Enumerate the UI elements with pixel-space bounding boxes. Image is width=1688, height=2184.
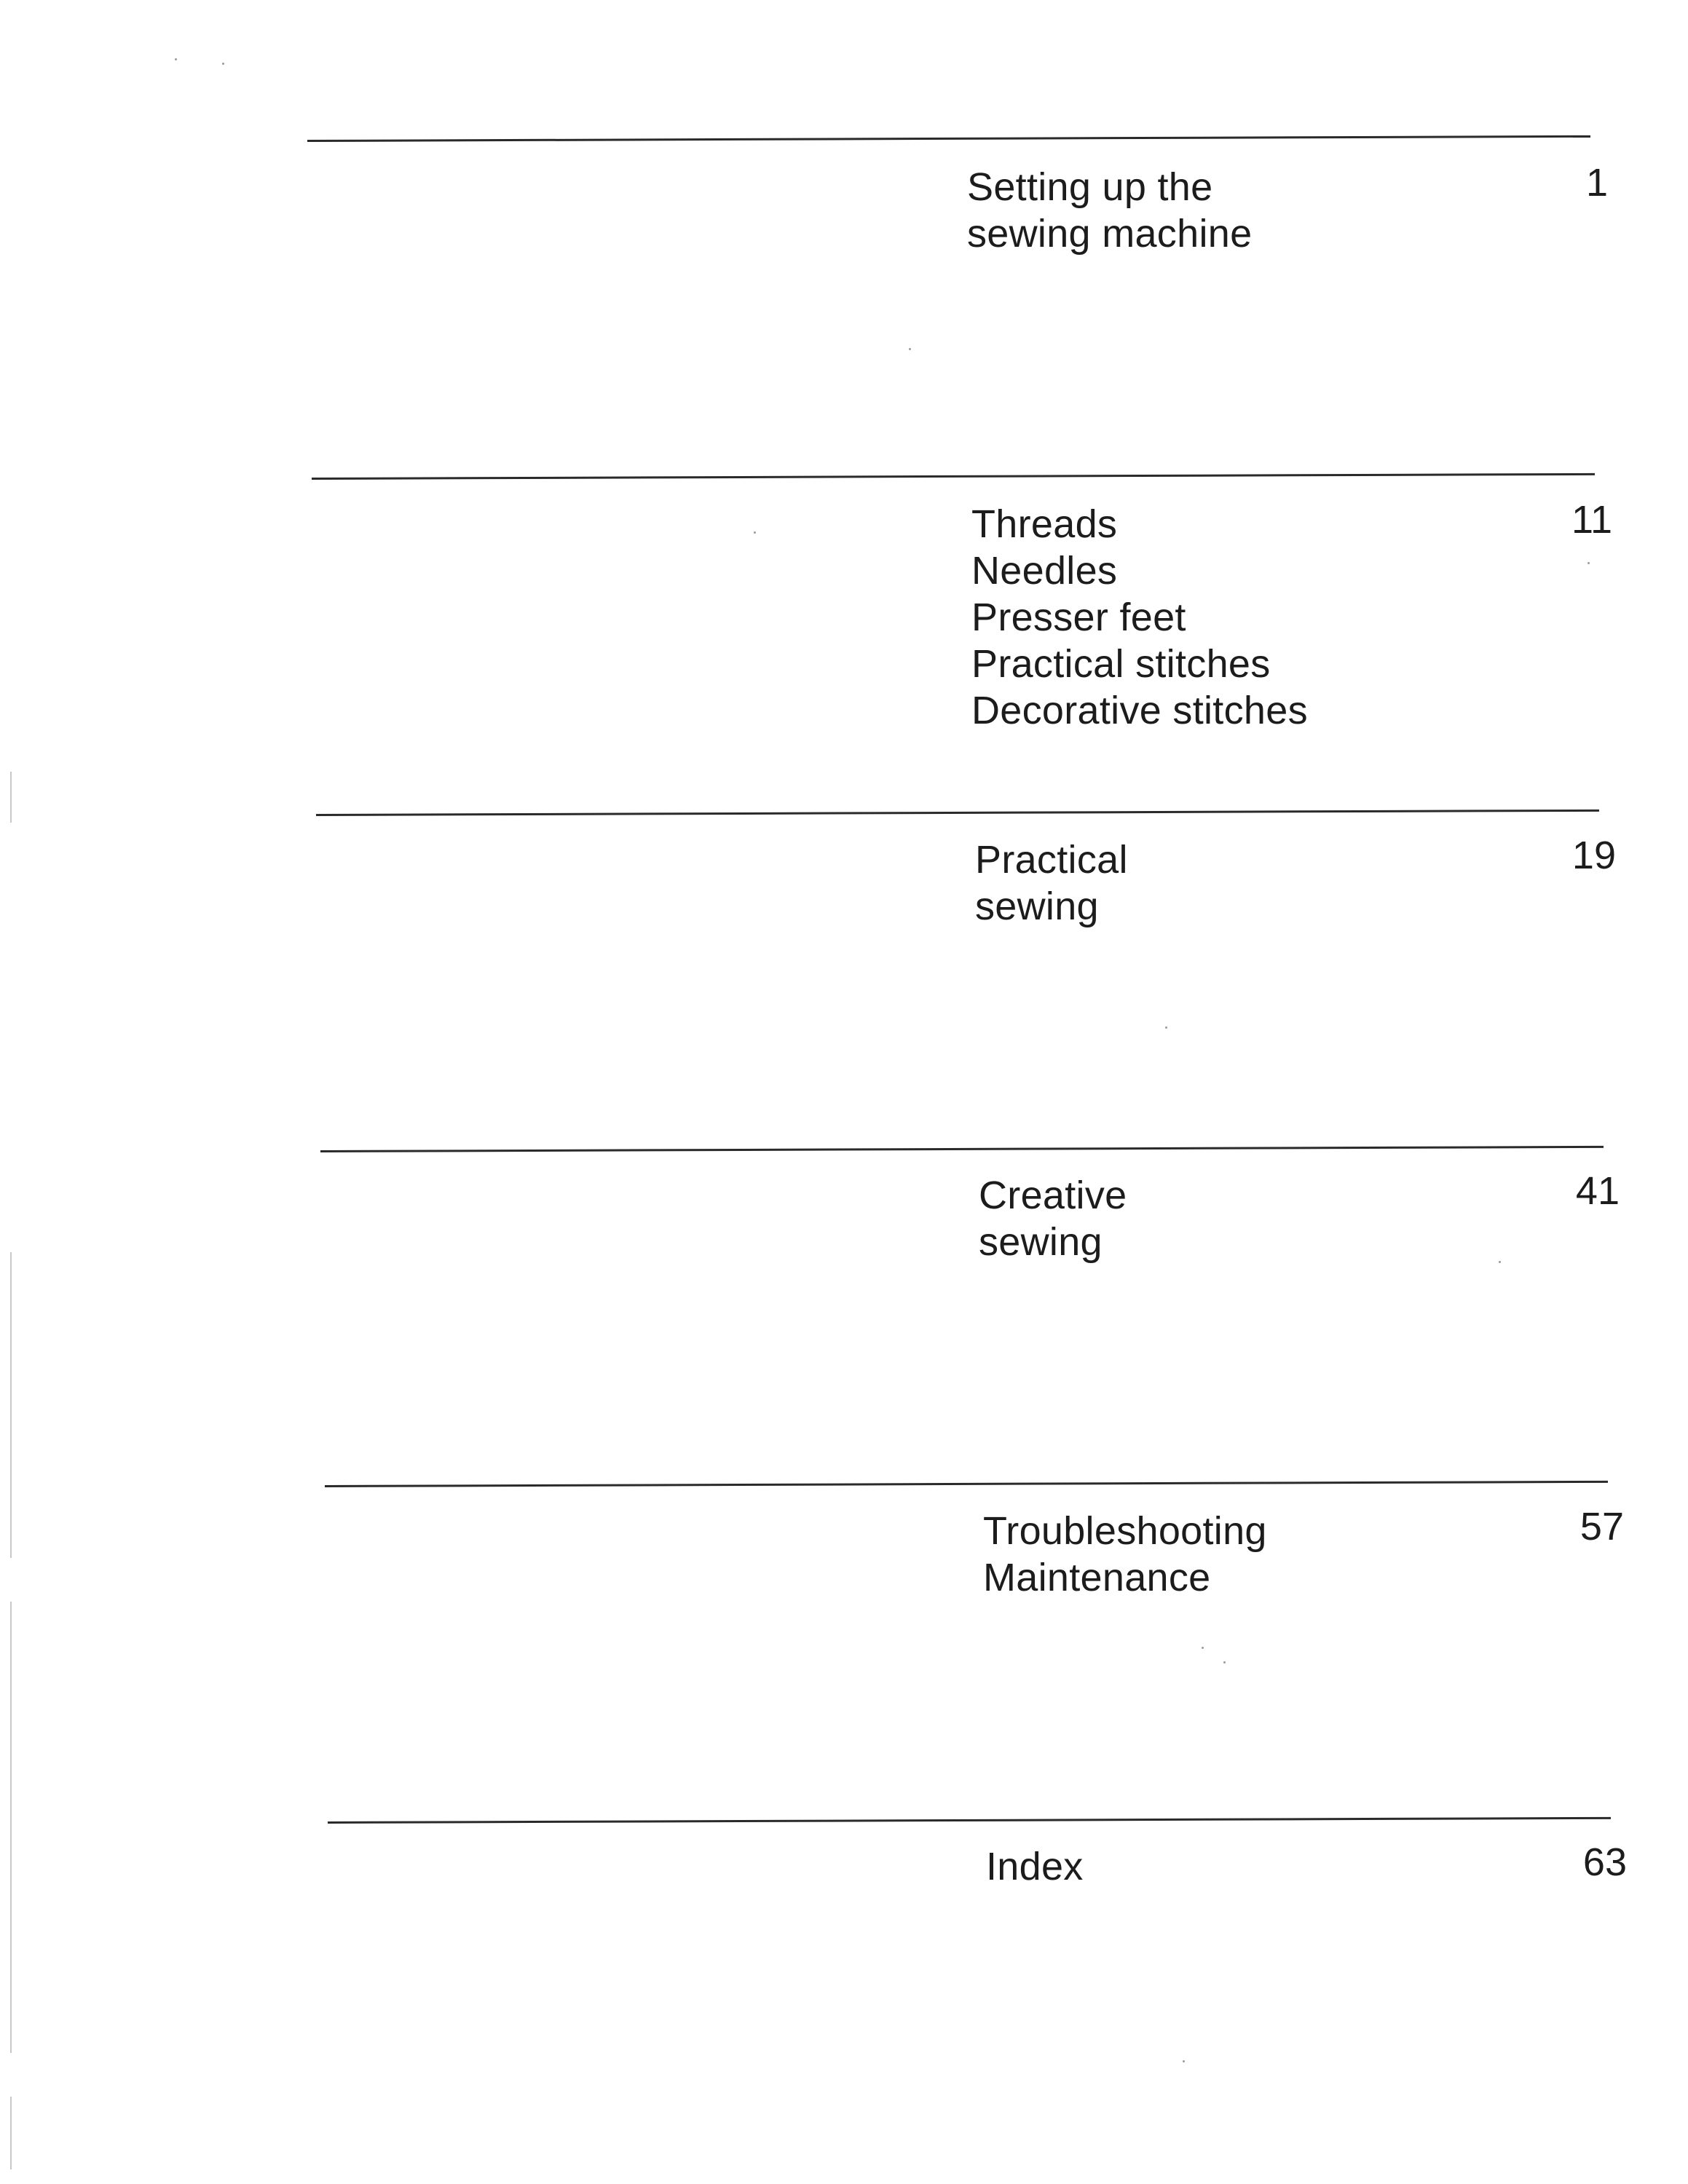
toc-entry-line: Decorative stitches	[971, 689, 1308, 732]
toc-entry-line: Index	[986, 1845, 1084, 1888]
section-divider	[328, 1817, 1611, 1824]
section-divider	[325, 1481, 1608, 1487]
scan-speck	[1183, 2060, 1185, 2062]
section-divider	[312, 473, 1595, 480]
toc-entry-title	[975, 836, 1128, 930]
toc-page-number: 1	[1585, 161, 1608, 205]
toc-entry-line: Creative	[979, 1174, 1127, 1217]
scan-speck	[1202, 1647, 1204, 1649]
toc-page-number: 63	[1582, 1840, 1627, 1884]
toc-entry-title	[967, 164, 1252, 257]
toc-page-number: 19	[1571, 834, 1616, 877]
toc-page-number: 11	[1571, 498, 1612, 542]
scan-speck	[1223, 1661, 1226, 1663]
toc-entry-line: Practical stitches	[971, 642, 1271, 686]
scan-edge-mark	[10, 1602, 12, 2053]
toc-entry-title	[986, 1843, 1084, 1890]
toc-entry-line: Needles	[971, 549, 1118, 593]
toc-entry-line: sewing	[975, 885, 1099, 928]
toc-entry-line: Troubleshooting	[983, 1509, 1267, 1553]
toc-page-number: 41	[1575, 1169, 1620, 1213]
toc-page-number: 57	[1579, 1505, 1624, 1548]
scan-speck	[1588, 562, 1590, 564]
toc-entry-title	[983, 1508, 1267, 1601]
scan-speck	[222, 63, 224, 65]
toc-entry-title	[971, 501, 1308, 734]
scan-speck	[1165, 1026, 1167, 1029]
scan-edge-mark	[10, 772, 12, 823]
toc-entry-line: sewing machine	[967, 212, 1253, 256]
scan-speck	[1499, 1261, 1501, 1263]
scan-edge-mark	[10, 2097, 12, 2169]
toc-entry-line: sewing	[979, 1220, 1103, 1264]
toc-entry-line: Practical	[975, 838, 1128, 882]
toc-entry-line: Threads	[971, 502, 1118, 546]
scan-edge-mark	[10, 1252, 12, 1558]
toc-entry-title	[979, 1172, 1127, 1265]
section-divider	[307, 135, 1590, 142]
scan-speck	[754, 531, 756, 534]
toc-entry-line: Maintenance	[983, 1556, 1211, 1599]
toc-entry-line: Presser feet	[971, 596, 1186, 639]
scan-speck	[909, 348, 911, 350]
toc-entry-line: Setting up the	[967, 165, 1213, 209]
scan-speck	[175, 58, 177, 60]
section-divider	[316, 810, 1599, 816]
section-divider	[320, 1146, 1604, 1152]
